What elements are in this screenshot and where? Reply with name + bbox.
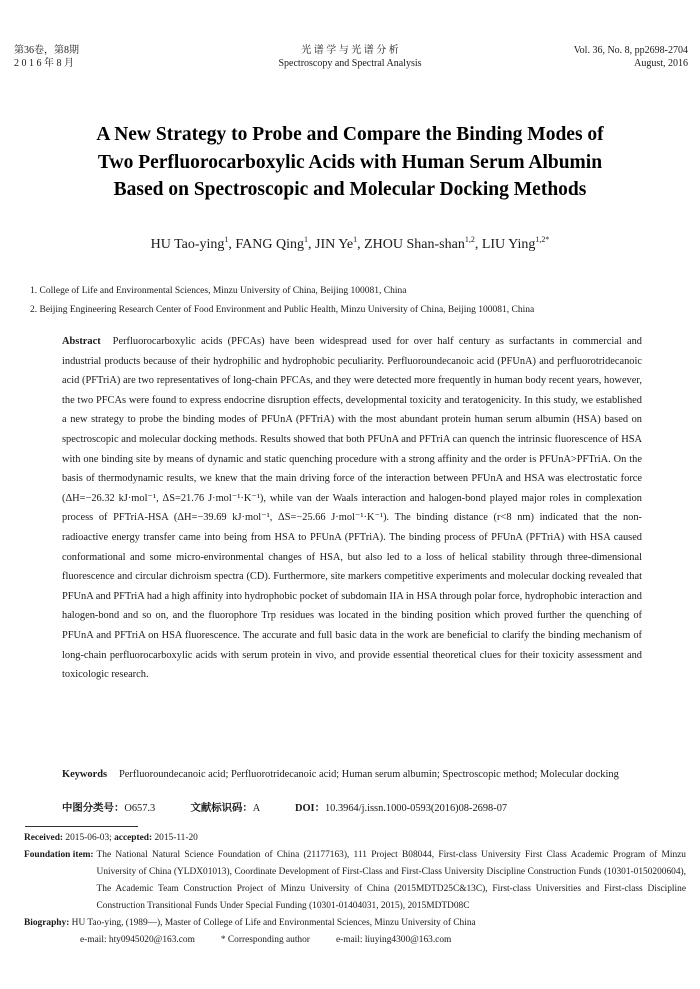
received-date: 2015-06-03;	[65, 833, 112, 843]
author-name: HU Tao-ying	[150, 237, 225, 252]
biography-text: HU Tao-ying, (1989—), Master of College of Life and Environmental Sciences, Minzu University of China	[71, 918, 476, 928]
email-line	[24, 932, 686, 949]
biography-line	[24, 915, 686, 932]
volume-issue-cn: 第36卷，第8期	[14, 45, 79, 56]
author-list	[0, 235, 700, 255]
affiliation-marker: 1	[353, 235, 358, 244]
affiliation-item: 2. Beijing Engineering Research Center of Food Environment and Public Health, Minzu University of China, Beijing 100081, China	[30, 305, 535, 315]
date-cn: 2 0 1 6 年 8 月	[14, 58, 74, 69]
affiliation-marker: 1	[224, 235, 229, 244]
corresponding-author-note: * Corresponding author	[220, 935, 310, 945]
abstract	[62, 332, 642, 685]
received-line	[24, 830, 686, 847]
author-name: LIU Ying	[481, 237, 536, 252]
paper-title	[0, 121, 700, 204]
clc-label: 中图分类号：	[62, 803, 125, 814]
author-name: FANG Qing	[235, 237, 304, 252]
doi-label: DOI：	[294, 803, 325, 814]
journal-volume-info-en	[574, 44, 688, 70]
affiliation-item: 1. College of Life and Environmental Sciences, Minzu University of China, Beijing 100081, China	[30, 286, 407, 296]
foundation-label: Foundation item:	[24, 850, 94, 860]
author-separator: ,	[357, 237, 365, 252]
received-label: Received:	[24, 833, 64, 843]
keywords-text: Perfluoroundecanoic acid; Perfluorotridecanoic acid; Human serum albumin; Spectroscopic method; Molecular docking	[119, 769, 619, 780]
accepted-date: 2015-11-20	[154, 833, 198, 843]
keywords-label: Keywords	[62, 769, 108, 780]
author-email: e-mail: hty0945020@163.com	[80, 935, 195, 945]
document-code-value: A	[252, 803, 260, 814]
journal-name-en: Spectroscopy and Spectral Analysis	[278, 58, 422, 69]
author-name: JIN Ye	[315, 237, 354, 252]
affiliations	[30, 282, 680, 320]
classification-line	[62, 801, 662, 817]
keywords	[62, 765, 642, 785]
publication-date: August, 2016	[634, 58, 688, 69]
document-code-label: 文献标识码：	[190, 803, 253, 814]
corresponding-email: e-mail: liuying4300@163.com	[335, 935, 452, 945]
author-separator: ,	[308, 237, 315, 252]
abstract-text: Perfluorocarboxylic acids (PFCAs) have been widespread used for over half century as surfactants in commercial and industrial products because of their hydrophilic and hydrophobic peculiarity. Perfluoroundecanoic acid (PFUnA) and perfluorotridecanoic acid (PFTriA) are two representatives of long-chain PFCAs, and they were detected more frequently in human body recent years, however, the two PFCAs were found to express endocrine disruption effects, developmental toxicity and teratogenicity. In this study, we established a new strategy to probe the binding modes of PFUnA (PFTriA) with the most abundant protein human serum albumin (HSA) based on spectroscopic and molecular docking methods. Results showed that both PFUnA and PFTriA can quench the intrinsic fluorescence of HSA with one binding site by means of dynamic and static quenching procedure with a strong affinity and the order is PFUnA>PFTriA. On the basis of thermodynamic results, we knew that the main driving force of the interaction between PFUnA and HSA was electrostatic force (ΔH=−26.32 kJ·mol⁻¹, ΔS=21.76 J·mol⁻¹·K⁻¹), while van der Waals interaction and halogen-bond played major roles in complexation process of PFTriA-HSA (ΔH=−39.69 kJ·mol⁻¹, ΔS=−25.66 J·mol⁻¹·K⁻¹). The binding distance (r<8 nm) indicated that the non-radioactive energy transfer came into being from HSA to PFUnA (PFTriA). The binding process of PFUnA (PFTriA) with HSA caused conformational and some micro-environmental changes of HSA, but also led to a loss of helical stability through three-dimensional fluorescence and circular dichroism spectra (CD). Furthermore, site markers competitive experiments and molecular docking revealed that PFUnA and PFTriA had a high affinity into hydrophobic pocket of subdomain IIA in HSA through polar force, hydrophobic interaction and halogen-bond and so on, and the fluorophore Trp residues was located in the binding position which proved further the quenching of PFUnA and PFTriA on HSA fluorescence. The accurate and full basic data in the work are beneficial to clarify the binding mechanism of long-chain perfluorocarboxylic acids with serum protein in vivo, and provide essential theoretical clues for their toxicity assessment and toxicologic research.	[62, 336, 642, 681]
volume-pages: Vol. 36, No. 8, pp2698-2704	[573, 45, 688, 56]
title-line: Two Perfluorocarboxylic Acids with Human Serum Albumin	[97, 151, 603, 173]
doi-value: 10.3964/j.issn.1000-0593(2016)08-2698-07	[324, 803, 508, 814]
author-name: ZHOU Shan-shan	[364, 237, 465, 252]
affiliation-marker: 1,2	[464, 235, 475, 244]
clc-value: O657.3	[124, 803, 156, 814]
author-separator: ,	[474, 237, 482, 252]
accepted-label: accepted:	[114, 833, 153, 843]
title-line: A New Strategy to Probe and Compare the Binding Modes of	[96, 124, 604, 145]
foundation-item	[24, 847, 686, 915]
footnote-divider	[25, 826, 138, 827]
affiliation-marker: 1,2*	[535, 235, 550, 244]
biography-label: Biography:	[24, 918, 70, 928]
abstract-label: Abstract	[62, 336, 101, 347]
title-line: Based on Spectroscopic and Molecular Docking Methods	[113, 179, 587, 200]
author-separator: ,	[228, 237, 236, 252]
foundation-text: The National Natural Science Foundation of China (21177163), 111 Project B08044, First-class University First Class Academic Program of Minzu University of China (YLDX01013), Coordinate Development of First-Class and First-Class University Discipline Construction Funds (10301-0150200604), The Academic Team Construction Project of Minzu University of China (2015MDTD25C&13C), First-class Universities and First-class Discipline Construction Transitional Funds Under Special Funding (10301-01404031, 2015), 2015MDTD08C	[96, 850, 686, 911]
journal-name-cn: 光 谱 学 与 光 谱 分 析	[301, 45, 399, 56]
affiliation-marker: 1	[304, 235, 308, 244]
footnotes	[24, 830, 686, 949]
